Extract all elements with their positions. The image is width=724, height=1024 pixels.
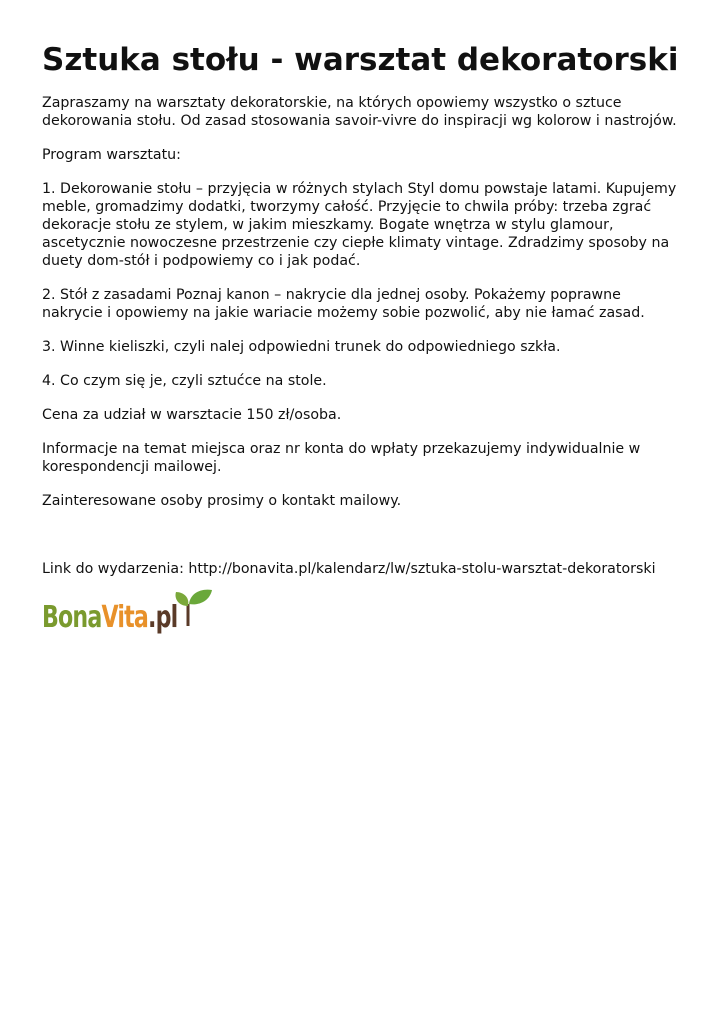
info-paragraph: Informacje na temat miejsca oraz nr konta do wpłaty przekazujemy indywidualnie w korespondencji mailowej. bbox=[42, 441, 641, 475]
program-item-2: 2. Stół z zasadami Poznaj kanon – nakrycie dla jednej osoby. Pokażemy poprawne nakrycie i opowiemy na jakie wariacie możemy sobie pozwolić, aby nie łamać zasad. bbox=[42, 287, 645, 321]
bonavita-logo bbox=[42, 592, 242, 662]
program-item-1: 1. Dekorowanie stołu – przyjęcia w różnych stylach Styl domu powstaje latami. Kupujemy meble, gromadzimy dodatki, tworzymy całość. Przyjęcie to chwila próby: trzeba zgrać dekoracje stołu ze stylem, w jakim mieszkamy. Bogate wnętrza w stylu glamour, ascetycznie nowoczesne przestrzenie czy ciepłe klimaty vintage. Zdradzimy sposoby na duety dom-stół i podpowiemy co i jak podać. bbox=[42, 181, 677, 269]
program-item-4: 4. Co czym się je, czyli sztućce na stole. bbox=[42, 373, 327, 389]
contact-paragraph: Zainteresowane osoby prosimy o kontakt mailowy. bbox=[42, 493, 402, 509]
intro-paragraph: Zapraszamy na warsztaty dekoratorskie, na których opowiemy wszystko o sztuce dekorowania stołu. Od zasad stosowania savoir-vivre do inspiracji wg kolorow i nastrojów. bbox=[42, 95, 677, 129]
spacer bbox=[42, 526, 682, 560]
price-paragraph: Cena za udział w warsztacie 150 zł/osoba. bbox=[42, 407, 342, 423]
page-title: Sztuka stołu - warsztat dekoratorski bbox=[42, 42, 679, 78]
logo-part-pl: .pl bbox=[147, 600, 178, 635]
logo-part-vita: Vita bbox=[101, 600, 148, 635]
logo-wordmark bbox=[42, 600, 177, 635]
event-link[interactable]: Link do wydarzenia: http://bonavita.pl/kalendarz/lw/sztuka-stolu-warsztat-dekoratorski bbox=[42, 561, 656, 577]
leaf-icon bbox=[174, 586, 218, 626]
logo-part-bona: Bona bbox=[42, 600, 102, 635]
program-heading: Program warsztatu: bbox=[42, 147, 181, 163]
program-item-3: 3. Winne kieliszki, czyli nalej odpowiedni trunek do odpowiedniego szkła. bbox=[42, 339, 561, 355]
document-page bbox=[42, 38, 682, 662]
